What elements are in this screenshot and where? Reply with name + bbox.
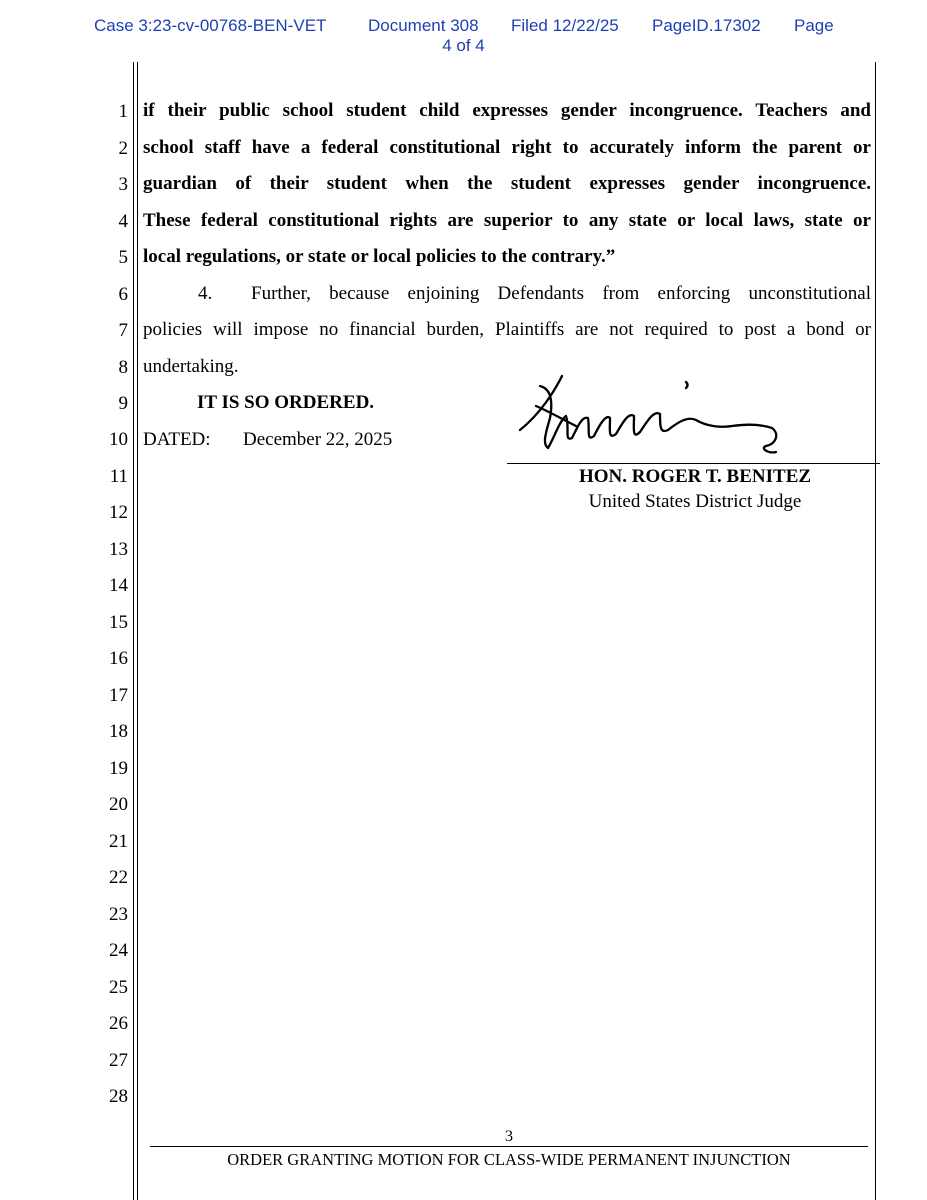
line-number: 11 [109,466,128,487]
line-number: 8 [118,357,128,378]
line-number: 5 [118,247,128,268]
so-ordered: IT IS SO ORDERED. [197,392,375,413]
left-margin-rule-inner [137,62,138,1200]
filed-date: Filed 12/22/25 [511,16,619,35]
body-line: policies will impose no financial burden, Plaintiffs are not required to post a bond or [143,319,871,340]
body-line: if their public school student child expresses gender incongruence. Teachers and [143,100,871,121]
line-number: 17 [109,685,128,706]
body-line: These federal constitutional rights are superior to any state or local laws, state or [143,210,871,231]
line-number: 19 [109,758,128,779]
ecf-header [0,16,927,55]
line-number: 4 [118,211,128,232]
line-number: 14 [109,575,128,596]
line-number: 20 [109,794,128,815]
line-number: 21 [109,831,128,852]
line-number: 27 [109,1050,128,1071]
right-margin-rule [875,62,876,1200]
body-line: undertaking. [143,356,239,377]
line-number: 18 [109,721,128,742]
case-number: Case 3:23-cv-00768-BEN-VET [94,16,327,35]
line-number: 12 [109,502,128,523]
line-number: 13 [109,539,128,560]
dated-label: DATED: [143,429,211,450]
line-number: 2 [118,138,128,159]
signature-line [507,463,880,464]
judge-title: United States District Judge [588,491,802,512]
line-number: 24 [109,940,128,961]
dated-value: December 22, 2025 [243,429,393,450]
judge-signature [510,368,790,463]
line-number: 28 [109,1086,128,1107]
page-label: Page [794,16,834,35]
page-id: PageID.17302 [652,16,761,35]
line-number: 6 [118,284,128,305]
left-margin-rule-outer [133,62,134,1200]
line-number: 23 [109,904,128,925]
line-number: 7 [118,320,128,341]
page-number: 3 [505,1128,513,1145]
body-line: local regulations, or state or local policies to the contrary.” [143,246,616,267]
body-line: school staff have a federal constitutional right to accurately inform the parent or [143,137,871,158]
line-number: 10 [109,429,128,450]
line-number: 22 [109,867,128,888]
judge-name: HON. ROGER T. BENITEZ [578,466,812,487]
page-of: 4 of 4 [442,36,485,55]
footer-title: ORDER GRANTING MOTION FOR CLASS-WIDE PERMANENT INJUNCTION [227,1150,791,1169]
footer-rule [150,1146,868,1147]
paragraph-number: 4. [198,283,213,304]
line-number: 16 [109,648,128,669]
line-number: 26 [109,1013,128,1034]
line-number: 25 [109,977,128,998]
line-number: 15 [109,612,128,633]
body-line: Further, because enjoining Defendants from enforcing unconstitutional [251,283,871,304]
document-number: Document 308 [368,16,479,35]
body-line: guardian of their student when the student expresses gender incongruence. [143,173,871,194]
line-number: 9 [118,393,128,414]
line-number: 1 [118,101,128,122]
line-number: 3 [118,174,128,195]
